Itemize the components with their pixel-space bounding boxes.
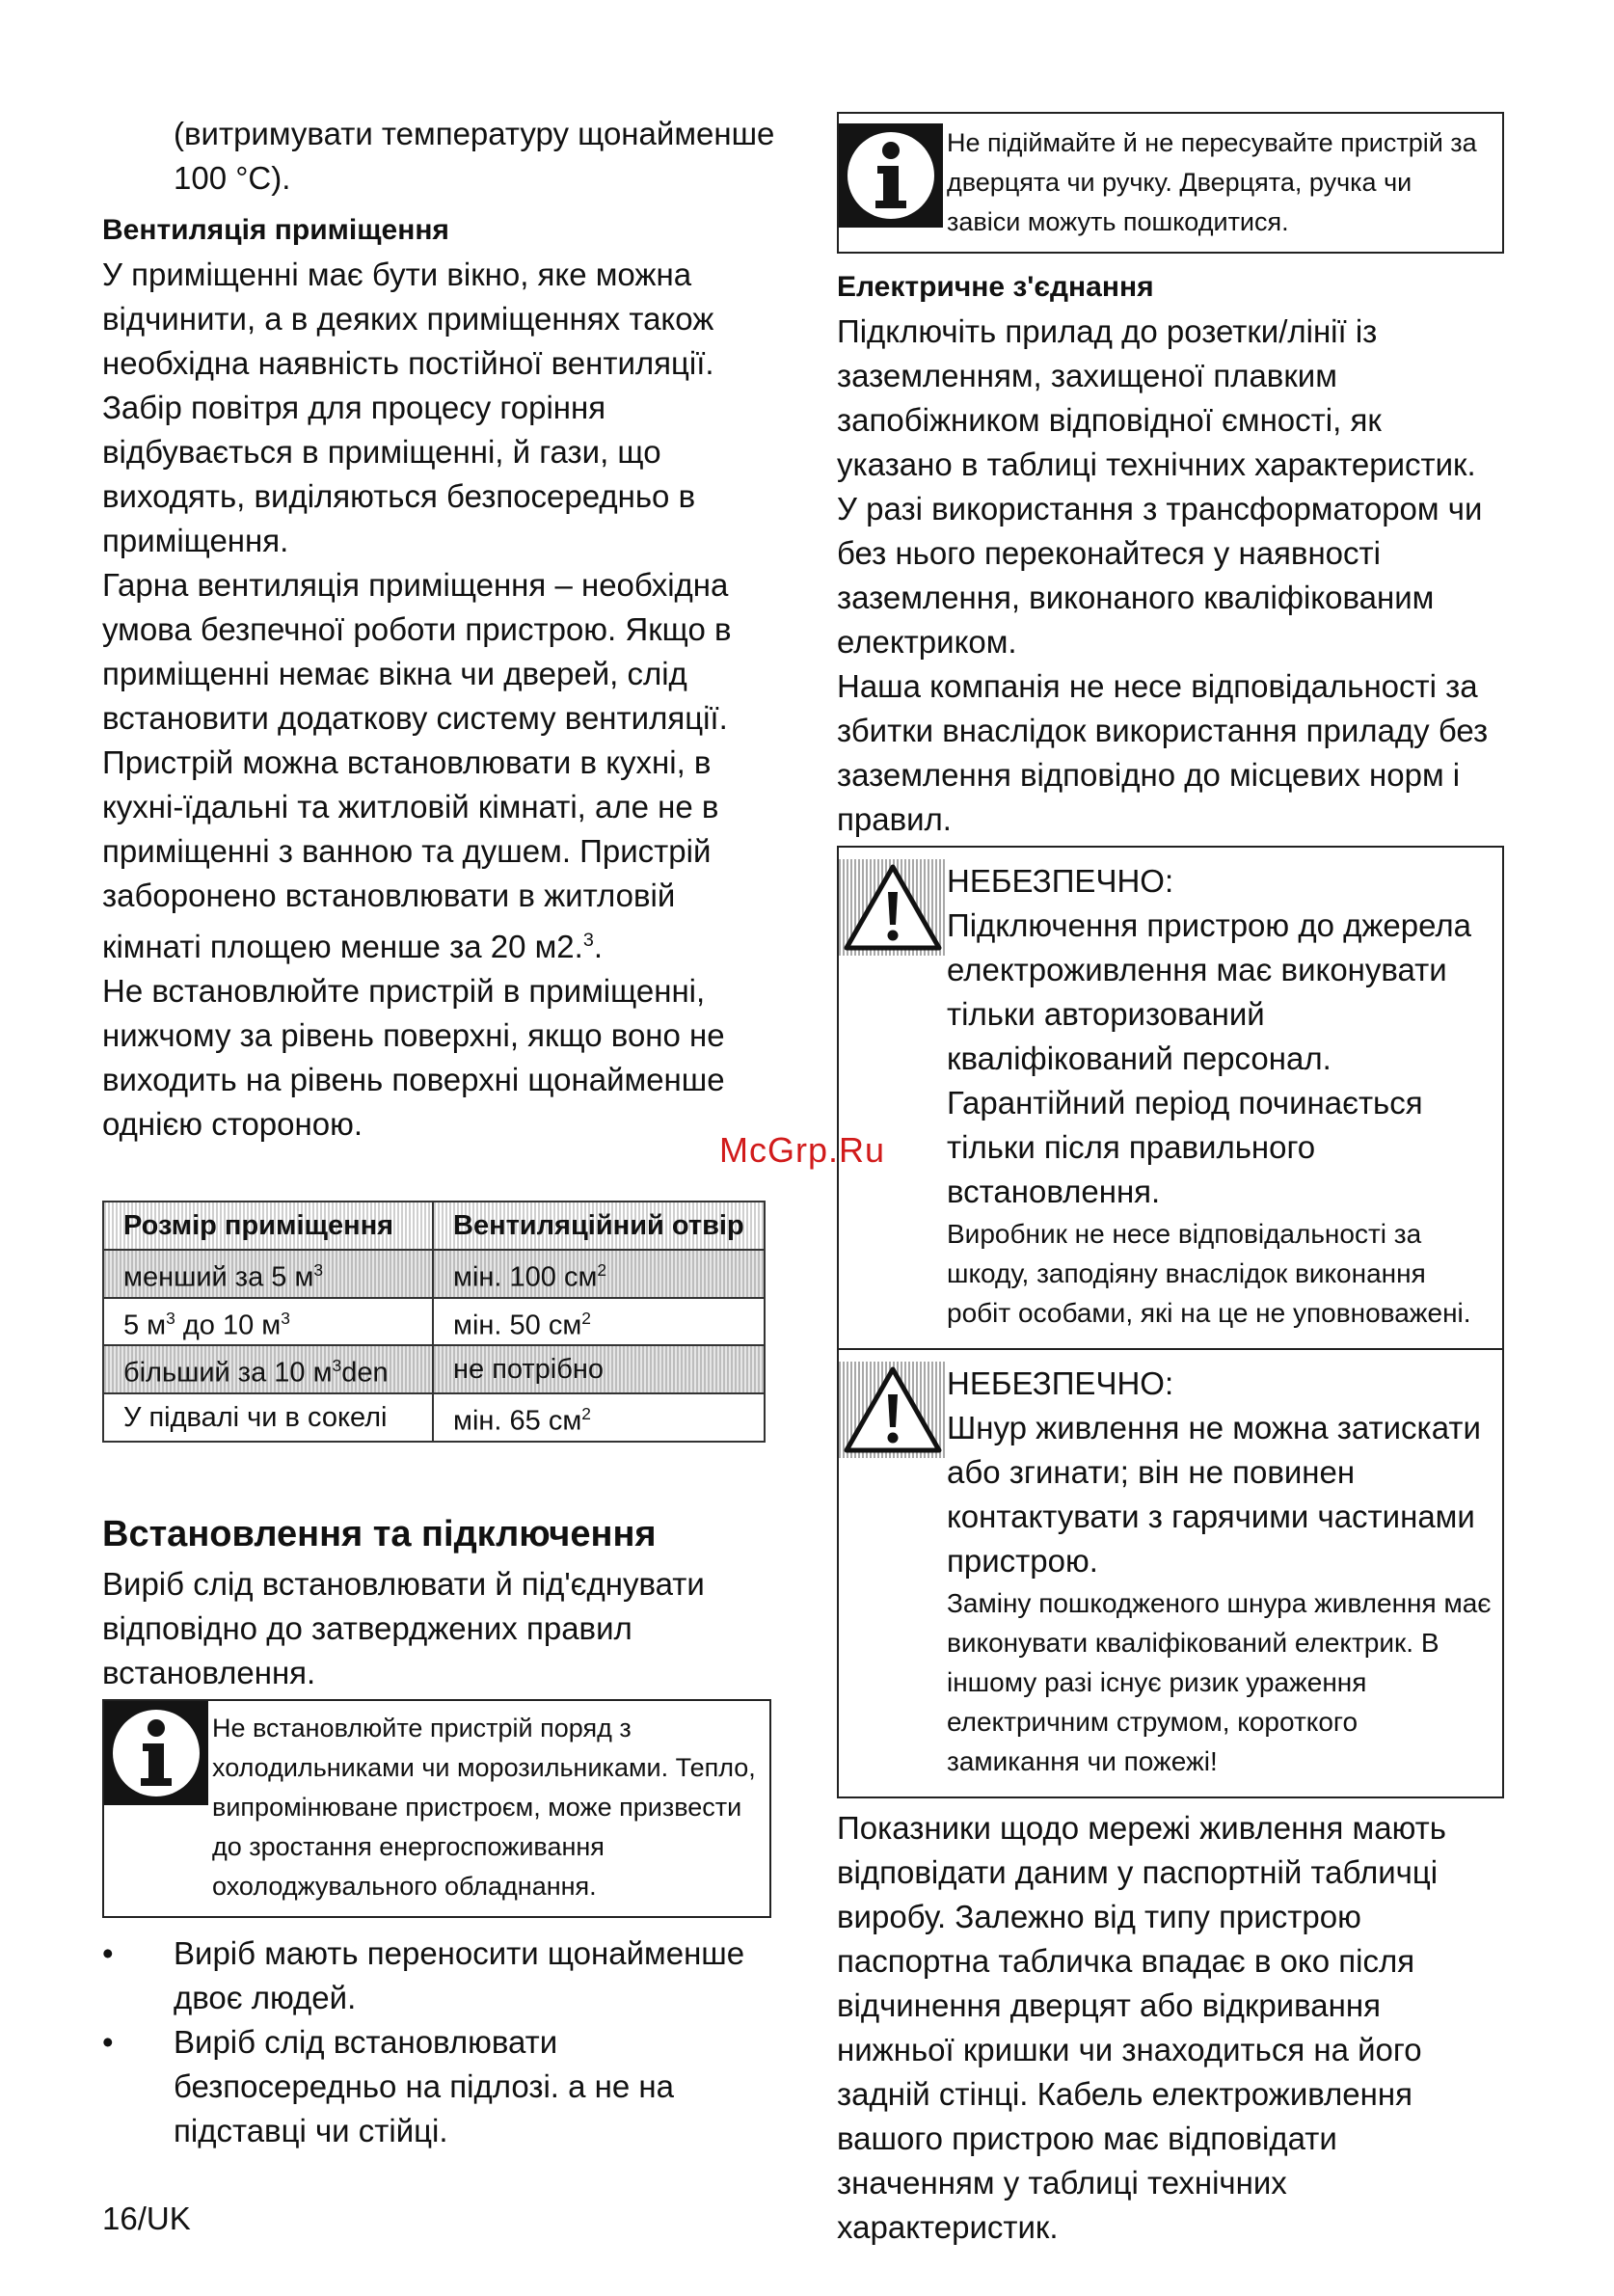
cell-size	[103, 1345, 433, 1393]
electric-paragraph-1: Підключіть прилад до розетки/лінії із заземленням, захищеної плавким запобіжником відповідної ємності, як указано в таблиці технічних характеристик. У разі використання з трансформатором чи без нього переконайтеся у наявності заземлення, виконаного кваліфікованим електриком.	[837, 313, 1483, 660]
cell-size-tail: до 10 м	[175, 1310, 282, 1341]
ventilation-heading: Вентиляція приміщення	[102, 214, 449, 246]
info-icon	[104, 1701, 208, 1805]
cell-size	[103, 1393, 433, 1442]
footnote-marker: 3	[582, 930, 594, 951]
table-row	[103, 1393, 765, 1442]
cell-vent	[433, 1250, 765, 1298]
watermark: McGrp.Ru	[719, 1130, 886, 1170]
cell-vent-sup: 2	[597, 1260, 607, 1280]
ventilation-table	[102, 1201, 766, 1443]
cell-size-sup: 3	[281, 1308, 290, 1328]
info-note-box-right	[837, 112, 1504, 254]
list-item	[102, 1931, 767, 2020]
danger-title: НЕБЕЗПЕЧНО:	[947, 1365, 1174, 1401]
ventilation-paragraph-3-text: Пристрій можна встановлювати в кухні, в кухні-їдальні та житловій кімнаті, але не в приміщенні з ванною та душем. Пристрій заборонено встановлювати в житловій кімнаті площею менше за 20 м2.	[102, 744, 719, 964]
electric-paragraph-2: Наша компанія не несе відповідальності за збитки внаслідок використання приладу без заземлення відповідно до місцевих норм і правил.	[837, 668, 1489, 837]
ventilation-paragraph-4: Не встановлюйте пристрій в приміщенні, нижчому за рівень поверхні, якщо воно не виходить на рівень поверхні щонайменше однією стороною.	[102, 973, 725, 1142]
warning-icon	[839, 1362, 947, 1458]
cell-size-tail: den	[341, 1357, 389, 1389]
cell-vent-text: не потрібно	[453, 1354, 605, 1386]
network-paragraph: Показники щодо мережі живлення мають відповідати даним у паспортній табличці виробу. Залежно від типу пристрою паспортна табличка впадає в око після відчинення дверцят або відкривання нижньої кришки чи знаходиться на його задній стінці. Кабель електроживлення вашого пристрою має відповідати значенням у таблиці технічних характеристик.	[837, 1810, 1446, 2245]
cell-vent-text: мін. 65 см	[453, 1405, 582, 1437]
ventilation-paragraph-2: Гарна вентиляція приміщення – необхідна умова безпечної роботи пристрою. Якщо в приміщенні немає вікна чи дверей, слід встановити додаткову систему вентиляції.	[102, 567, 732, 736]
cell-vent-text: мін. 100 см	[453, 1261, 598, 1293]
cell-vent-sup: 2	[581, 1308, 591, 1328]
info-note-text: Не встановлюйте пристрій поряд з холодильниками чи морозильниками. Тепло, випромінюване пристроєм, може призвести до зростання енергоспоживання охолоджувального обладнання.	[212, 1713, 756, 1901]
cell-size	[103, 1250, 433, 1298]
electric-heading: Електричне з'єднання	[837, 271, 1154, 303]
right-column	[837, 112, 1502, 2250]
table-row	[103, 1298, 765, 1346]
danger-title: НЕБЕЗПЕЧНО:	[947, 863, 1174, 899]
cell-size-sup: 3	[313, 1260, 324, 1280]
danger-main-text: Шнур живлення не можна затискати або згинати; він не повинен контактувати з гарячими частинами пристрою.	[947, 1410, 1481, 1579]
intro-continuation: (витримувати температуру щонайменше 100 °C).	[174, 116, 775, 196]
header-vent-opening: Вентиляційний отвір	[433, 1202, 765, 1250]
info-icon	[839, 123, 943, 228]
warning-icon	[839, 859, 947, 956]
cell-size	[103, 1298, 433, 1346]
cell-vent-text: мін. 50 см	[453, 1310, 582, 1341]
danger-box	[837, 846, 1504, 1350]
danger-box	[837, 1350, 1504, 1798]
table-header-row	[103, 1202, 765, 1250]
bullet-dot: •	[102, 2023, 114, 2060]
left-column	[102, 112, 775, 2153]
danger-small-text: Заміну пошкодженого шнура живлення має виконувати кваліфікований електрик. В іншому разі існує ризик ураження електричним струмом, короткого замикання чи пожежі!	[947, 1588, 1492, 1776]
danger-small-text: Виробник не несе відповідальності за шкоду, заподіяну внаслідок виконання робіт особами, які на це не уповноважені.	[947, 1219, 1471, 1328]
ventilation-paragraph-1: У приміщенні має бути вікно, яке можна відчинити, а в деяких приміщеннях також необхідна наявність постійної вентиляції. Забір повітря для процесу горіння відбувається в приміщенні, й гази, що виходять, виділяються безпосередньо в приміщення.	[102, 257, 714, 558]
cell-size-text: 5 м	[123, 1310, 167, 1341]
cell-size-text: менший за 5 м	[123, 1261, 314, 1293]
cell-vent	[433, 1393, 765, 1442]
info-note-box	[102, 1699, 771, 1918]
cell-vent	[433, 1298, 765, 1346]
danger-main-text: Підключення пристрою до джерела електроживлення має виконувати тільки авторизований кваліфікований персонал. Гарантійний період починається тільки після правильного встановлення.	[947, 907, 1472, 1209]
cell-vent	[433, 1345, 765, 1393]
bullet-text: Виріб мають переносити щонайменше двоє людей.	[174, 1934, 745, 2015]
ventilation-paragraph-3: Пристрій можна встановлювати в кухні, в кухні-їдальні та житловій кімнаті, але не в приміщенні з ванною та душем. Пристрій заборонено встановлювати в житловій кімнаті площею менше за 20 м2.$^3$.	[102, 744, 719, 964]
cell-size-text: У підвалі чи в сокелі	[123, 1401, 388, 1433]
info-note-text: Не підіймайте й не пересувайте пристрій за дверцята чи ручку. Дверцята, ручка чи завіси можуть пошкодитися.	[947, 128, 1477, 236]
cell-vent-sup: 2	[581, 1403, 591, 1423]
bullet-dot: •	[102, 1934, 114, 1971]
install-heading: Встановлення та підключення	[102, 1513, 657, 1554]
bullet-list	[102, 1931, 767, 2153]
bullet-text: Виріб слід встановлювати безпосередньо на підлозі. а не на підставці чи стійці.	[174, 2023, 674, 2148]
cell-size-text: більший за 10 м	[123, 1357, 333, 1389]
table-row	[103, 1250, 765, 1298]
install-paragraph: Виріб слід встановлювати й під'єднувати відповідно до затверджених правил встановлення.	[102, 1565, 705, 1690]
page-number: 16/UK	[102, 2201, 191, 2236]
cell-size-sup: 3	[166, 1308, 175, 1328]
cell-size-sup: 3	[332, 1356, 342, 1376]
table-row	[103, 1345, 765, 1393]
list-item	[102, 2020, 767, 2153]
header-room-size: Розмір приміщення	[103, 1202, 433, 1250]
